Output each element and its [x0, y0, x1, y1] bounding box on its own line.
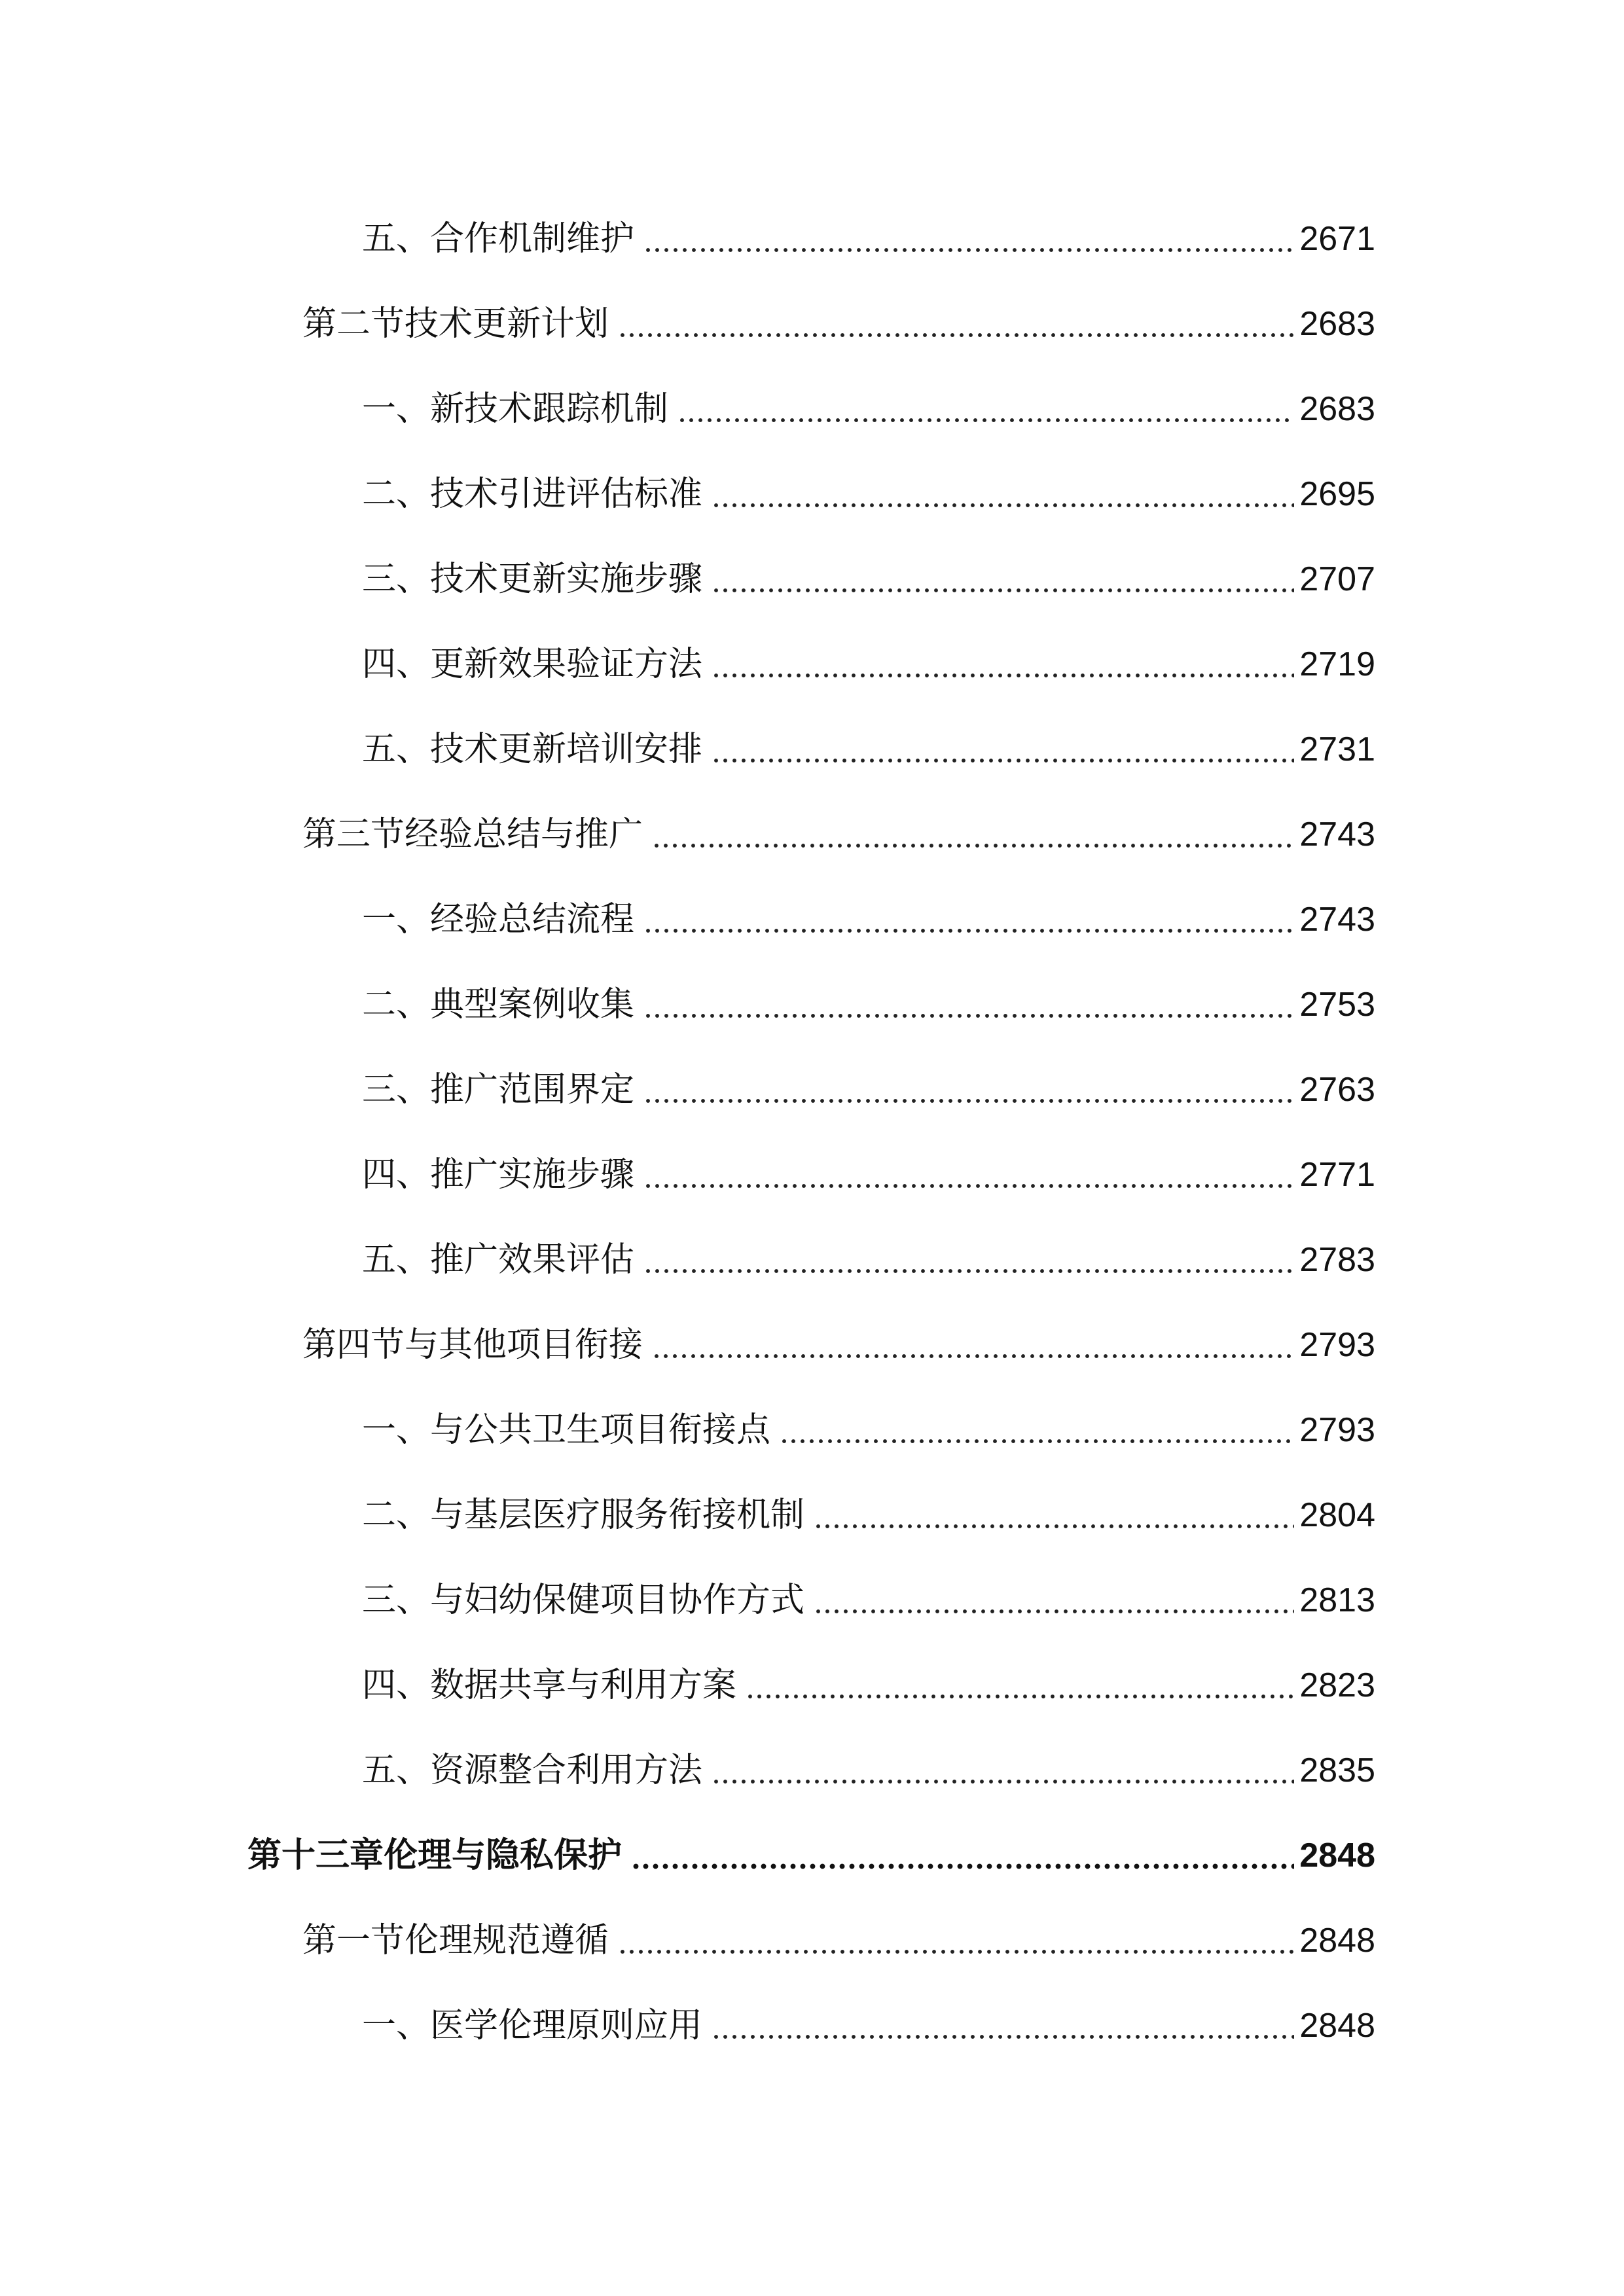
toc-entry-title: 五、推广效果评估	[362, 1240, 635, 1280]
toc-entry-page-number: 2783	[1299, 1241, 1375, 1279]
toc-entry-title: 四、推广实施步骤	[362, 1155, 635, 1194]
toc-entry-title: 一、与公共卫生项目衔接点	[362, 1410, 771, 1450]
toc-entry-page-number: 2763	[1299, 1071, 1375, 1109]
toc-section-entry[interactable]	[0, 281, 1624, 367]
toc-dot-leader	[712, 649, 1294, 680]
toc-item-entry[interactable]	[0, 877, 1624, 962]
toc-entry-title: 五、资源整合利用方法	[362, 1751, 703, 1790]
toc-entry-title: 五、合作机制维护	[362, 219, 635, 259]
toc-entry-page-number: 2743	[1299, 816, 1375, 853]
toc-item-entry[interactable]	[0, 962, 1624, 1047]
toc-item-entry[interactable]	[0, 1473, 1624, 1558]
toc-entry-page-number: 2793	[1299, 1326, 1375, 1364]
toc-item-entry[interactable]	[0, 1728, 1624, 1813]
toc-entry-page-number: 2835	[1299, 1751, 1375, 1789]
toc-dot-leader	[643, 904, 1294, 935]
toc-dot-leader	[643, 1244, 1294, 1276]
toc-entry-title: 一、经验总结流程	[362, 900, 635, 939]
toc-entry-title: 一、医学伦理原则应用	[362, 2006, 703, 2045]
toc-entry-page-number: 2813	[1299, 1581, 1375, 1619]
toc-entry-title: 三、技术更新实施步骤	[362, 560, 703, 599]
toc-entry-page-number: 2848	[1299, 1837, 1375, 1874]
toc-dot-leader	[652, 819, 1294, 850]
toc-item-entry[interactable]	[0, 367, 1624, 452]
toc-entry-title: 四、更新效果验证方法	[362, 645, 703, 684]
toc-item-entry[interactable]	[0, 1217, 1624, 1302]
toc-entry-title: 二、典型案例收集	[362, 985, 635, 1024]
toc-entry-page-number: 2695	[1299, 475, 1375, 513]
toc-entry-title: 二、与基层医疗服务衔接机制	[362, 1496, 805, 1535]
toc-dot-leader	[643, 989, 1294, 1020]
toc-dot-leader	[677, 393, 1294, 425]
toc-dot-leader	[652, 1329, 1294, 1361]
toc-entry-title: 第十三章伦理与隐私保护	[247, 1836, 623, 1875]
toc-entry-title: 第二节技术更新计划	[302, 304, 609, 344]
toc-item-entry[interactable]	[0, 196, 1624, 281]
toc-section-entry[interactable]	[0, 792, 1624, 877]
toc-dot-leader	[643, 223, 1294, 255]
toc-entry-page-number: 2683	[1299, 305, 1375, 343]
toc-section-entry[interactable]	[0, 1302, 1624, 1388]
toc-dot-leader	[712, 734, 1294, 765]
toc-entry-title: 第三节经验总结与推广	[302, 815, 643, 854]
toc-entry-title: 三、与妇幼保健项目协作方式	[362, 1581, 805, 1620]
toc-dot-leader	[712, 1755, 1294, 1786]
toc-dot-leader	[618, 1925, 1294, 1956]
toc-item-entry[interactable]	[0, 1643, 1624, 1728]
toc-entry-page-number: 2731	[1299, 730, 1375, 768]
toc-entry-page-number: 2753	[1299, 986, 1375, 1024]
toc-entry-page-number: 2671	[1299, 220, 1375, 258]
toc-entry-page-number: 2793	[1299, 1411, 1375, 1449]
toc-dot-leader	[746, 1670, 1294, 1701]
toc-item-entry[interactable]	[0, 707, 1624, 792]
toc-entry-page-number: 2707	[1299, 560, 1375, 598]
toc-dot-leader	[712, 564, 1294, 595]
toc-dot-leader	[814, 1499, 1294, 1531]
toc-dot-leader	[814, 1585, 1294, 1616]
toc-dot-leader	[712, 2010, 1294, 2041]
toc-item-entry[interactable]	[0, 452, 1624, 537]
toc-item-entry[interactable]	[0, 1983, 1624, 2068]
toc-dot-leader	[712, 478, 1294, 510]
toc-entry-title: 一、新技术跟踪机制	[362, 389, 669, 429]
toc-entry-title: 二、技术引进评估标准	[362, 475, 703, 514]
toc-dot-leader	[643, 1074, 1294, 1105]
toc-item-entry[interactable]	[0, 622, 1624, 707]
toc-entry-title: 四、数据共享与利用方案	[362, 1666, 737, 1705]
toc-dot-leader	[631, 1840, 1294, 1871]
toc-section-entry[interactable]	[0, 1898, 1624, 1983]
toc-entry-page-number: 2804	[1299, 1496, 1375, 1534]
toc-entry-page-number: 2823	[1299, 1666, 1375, 1704]
toc-entry-title: 第四节与其他项目衔接	[302, 1325, 643, 1365]
toc-dot-leader	[780, 1414, 1294, 1446]
toc-chapter-entry[interactable]	[0, 1813, 1624, 1898]
toc-entry-page-number: 2771	[1299, 1156, 1375, 1194]
toc-entry-page-number: 2848	[1299, 2007, 1375, 2045]
toc-entry-page-number: 2848	[1299, 1922, 1375, 1960]
toc-item-entry[interactable]	[0, 1132, 1624, 1217]
toc-dot-leader	[643, 1159, 1294, 1191]
toc-item-entry[interactable]	[0, 537, 1624, 622]
toc-entry-page-number: 2719	[1299, 645, 1375, 683]
toc-dot-leader	[618, 308, 1294, 340]
toc-entry-title: 三、推广范围界定	[362, 1070, 635, 1109]
toc-entry-title: 第一节伦理规范遵循	[302, 1921, 609, 1960]
toc-item-entry[interactable]	[0, 1388, 1624, 1473]
toc-item-entry[interactable]	[0, 1558, 1624, 1643]
toc-item-entry[interactable]	[0, 1047, 1624, 1132]
table-of-contents	[0, 196, 1624, 2068]
toc-entry-title: 五、技术更新培训安排	[362, 730, 703, 769]
toc-entry-page-number: 2743	[1299, 901, 1375, 939]
toc-entry-page-number: 2683	[1299, 390, 1375, 428]
